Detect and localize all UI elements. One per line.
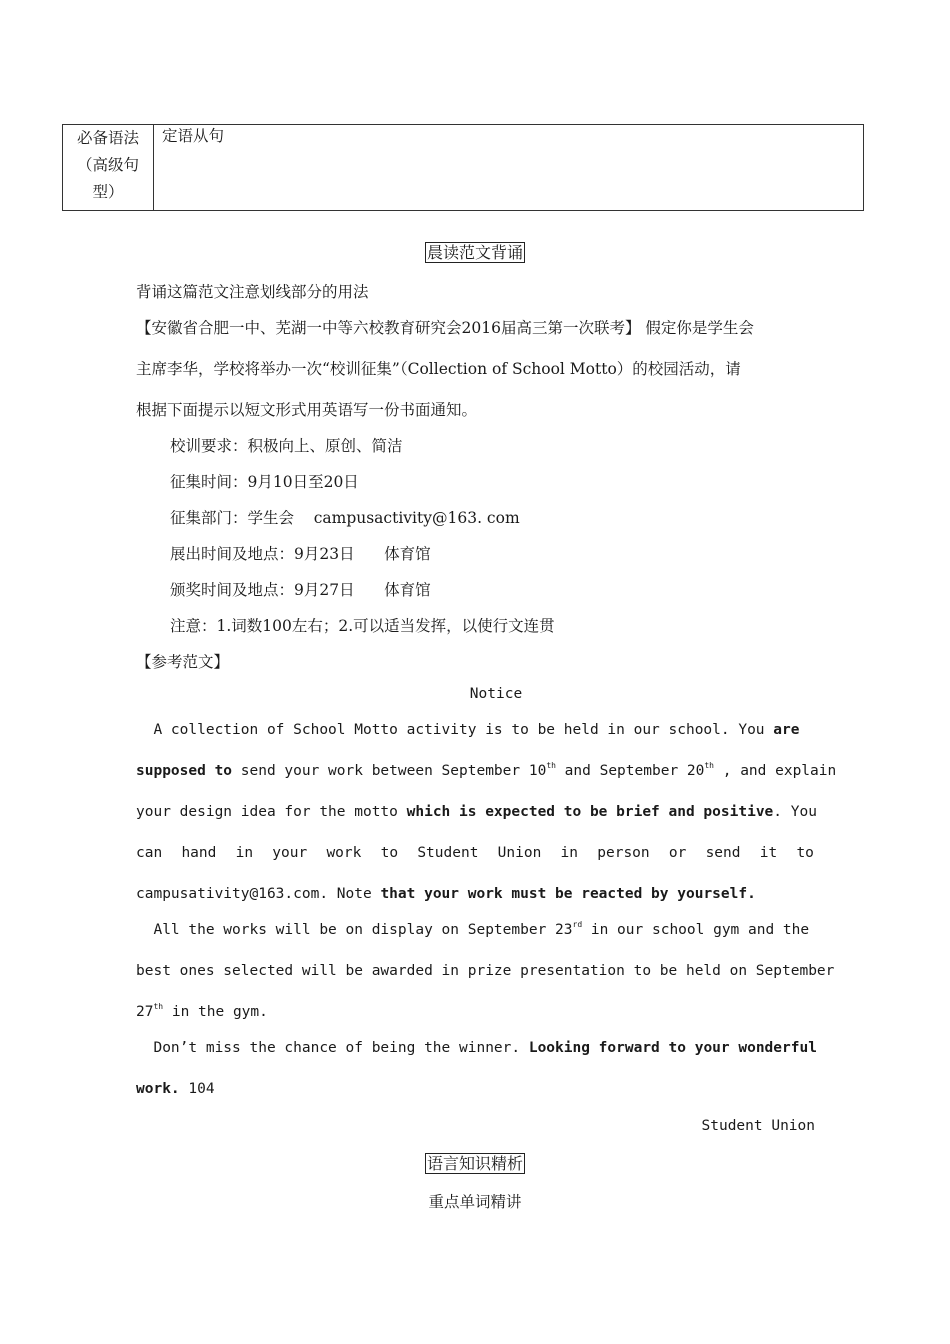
requirement-time: 征集时间：9月10日至20日 <box>170 473 359 491</box>
essay-bold-text: work. <box>136 1081 180 1097</box>
task-line3: 根据下面提示以短文形式用英语写一份书面通知。 <box>136 401 478 419</box>
ordinal-suffix: th <box>546 761 556 770</box>
task-line1-rest: 假定你是学生会 <box>640 319 754 337</box>
grammar-value-cell <box>154 125 864 211</box>
essay-word: work <box>326 845 362 861</box>
essay-word: in <box>235 845 254 861</box>
grammar-label-line2: （高级句 <box>76 156 139 174</box>
requirement-motto: 校训要求：积极向上、原创、简洁 <box>170 437 403 455</box>
essay-bold-text: that your work must be reacted by yourself. <box>380 886 756 902</box>
essay-word: your <box>272 845 308 861</box>
reference-label: 【参考范文】 <box>136 653 230 671</box>
task-source: 【安徽省合肥一中、芜湖一中等六校教育研究会2016届高三第一次联考】 <box>136 319 641 337</box>
word-count: 104 <box>179 1081 215 1097</box>
requirement-exhibition: 展出时间及地点：9月23日 体育馆 <box>170 545 431 563</box>
essay-text: A collection of School Motto activity is to be held in our school. You <box>136 722 774 738</box>
grammar-table <box>62 124 864 211</box>
section1-heading: 晨读范文背诵 <box>426 243 523 262</box>
grammar-label-line1: 必备语法 <box>76 129 139 147</box>
essay-text: in the gym. <box>163 1004 268 1020</box>
section2-subheading: 重点单词精讲 <box>428 1193 522 1211</box>
essay-p1-line3 <box>136 804 817 820</box>
essay-text: campusativity@163.com. Note <box>136 886 381 902</box>
essay-text: , and explain <box>714 763 837 779</box>
grammar-label-cell <box>63 125 154 211</box>
essay-p1-line5 <box>136 886 756 902</box>
requirement-note: 注意：1.词数100左右；2.可以适当发挥，以使行文连贯 <box>170 617 555 635</box>
recite-instruction: 背诵这篇范文注意划线部分的用法 <box>136 283 369 301</box>
essay-word: Student <box>417 845 479 861</box>
essay-word: Union <box>497 845 542 861</box>
essay-text: All the works will be on display on September 23 <box>136 922 573 938</box>
task-line1 <box>136 316 754 338</box>
grammar-value: 定语从句 <box>162 127 225 145</box>
essay-word: person <box>597 845 650 861</box>
essay-text: in our school gym and the <box>582 922 810 938</box>
essay-word: send <box>705 845 741 861</box>
essay-p2-line1 <box>136 922 809 938</box>
essay-bold-text: Looking forward to your wonderful <box>528 1040 817 1056</box>
essay-word: or <box>668 845 687 861</box>
essay-word: can <box>136 845 163 861</box>
essay-word: it <box>759 845 778 861</box>
ordinal-suffix: th <box>153 1002 164 1011</box>
essay-word: in <box>560 845 579 861</box>
essay-text: send your work between September 10 <box>232 763 547 779</box>
essay-text: and September 20 <box>555 763 705 779</box>
requirement-department: 征集部门：学生会 campusactivity@163. com <box>170 509 520 527</box>
essay-word: hand <box>181 845 217 861</box>
essay-p1-line2 <box>136 763 836 779</box>
essay-bold-text: supposed to <box>136 763 233 779</box>
essay-p3-line2 <box>136 1081 215 1097</box>
task-line2: 主席李华，学校将举办一次“校训征集”（Collection of School Motto）的校园活动，请 <box>136 360 741 378</box>
essay-text: 27 <box>136 1004 154 1020</box>
essay-bold-text: which is expected to be brief and positive <box>406 804 774 820</box>
essay-bold-text: are <box>773 722 800 738</box>
section2-heading: 语言知识精析 <box>426 1154 523 1173</box>
essay-signature: Student Union <box>701 1118 815 1134</box>
section1-heading-wrap <box>0 243 950 262</box>
essay-p2-line3 <box>136 1004 268 1020</box>
section2-heading-wrap <box>0 1154 950 1173</box>
ordinal-suffix: th <box>704 761 714 770</box>
essay-text: . You <box>773 804 817 820</box>
essay-text: your design idea for the motto <box>136 804 407 820</box>
essay-word: to <box>380 845 399 861</box>
essay-p1-line4 <box>136 845 814 861</box>
notice-title: Notice <box>469 686 523 702</box>
essay-word: to <box>796 845 814 861</box>
ordinal-suffix: rd <box>572 920 583 929</box>
requirement-award: 颁奖时间及地点：9月27日 体育馆 <box>170 581 431 599</box>
essay-p3-line1 <box>136 1040 817 1056</box>
grammar-label-line3: 型） <box>92 183 124 201</box>
essay-p1-line1 <box>136 722 799 738</box>
essay-p2-line2: best ones selected will be awarded in prize presentation to be held on September <box>136 963 835 979</box>
essay-text: Don’t miss the chance of being the winner. <box>136 1040 529 1056</box>
